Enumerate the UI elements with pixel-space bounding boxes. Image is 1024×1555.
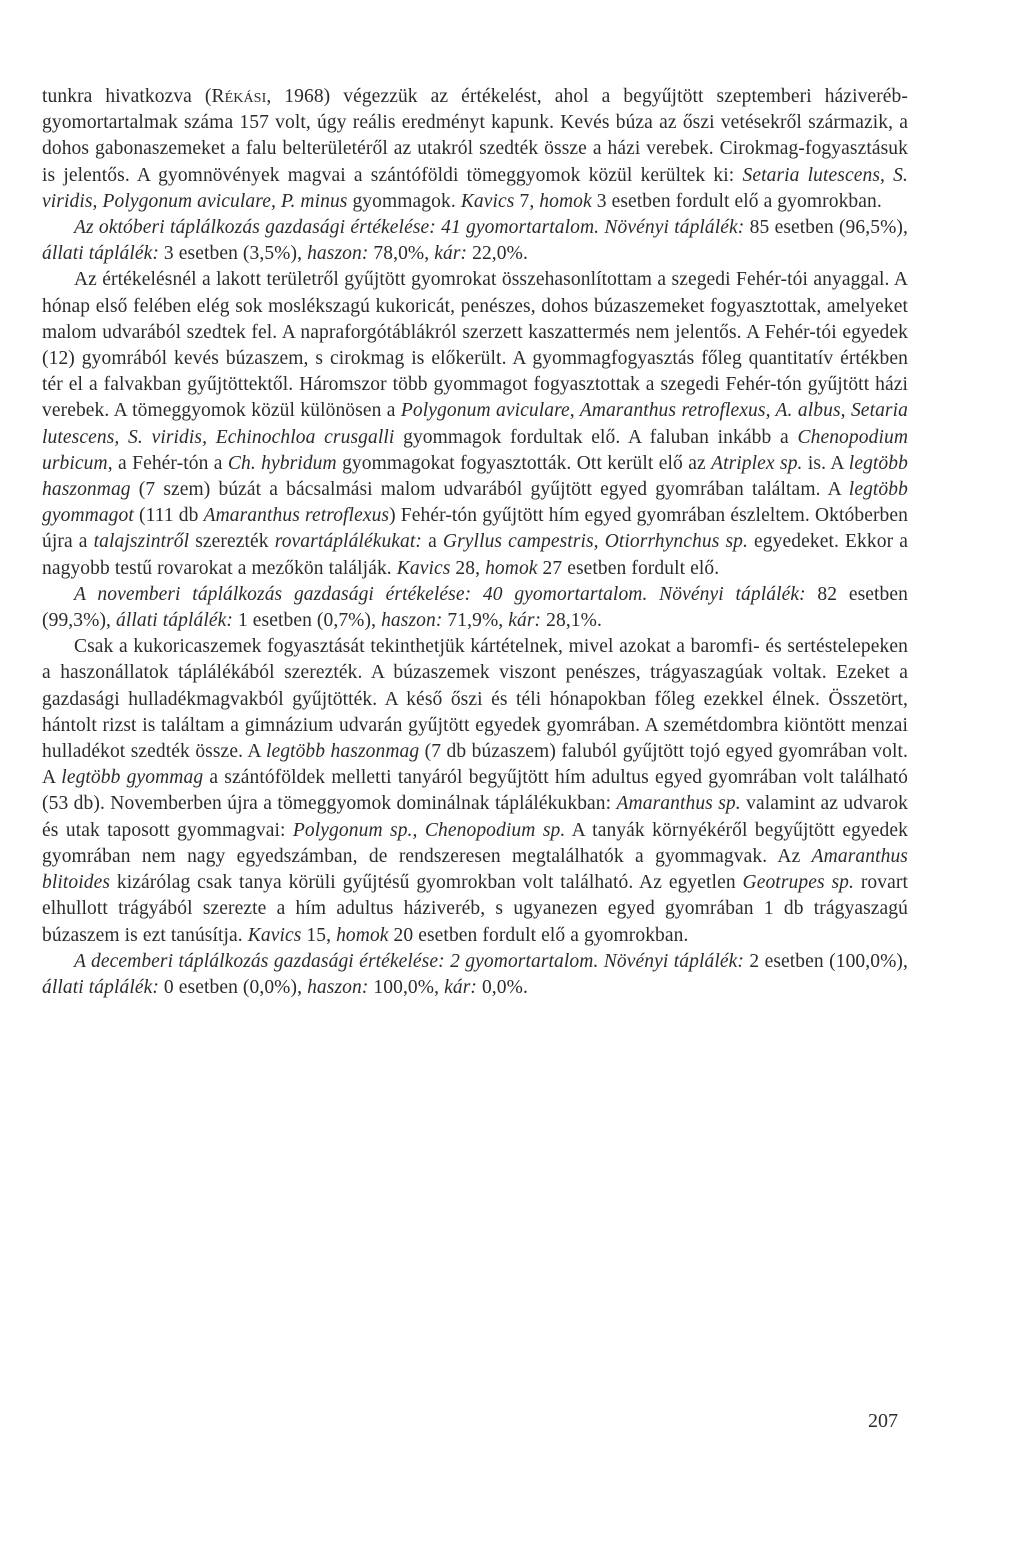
text-run: 71,9%, — [442, 610, 509, 632]
text-run: , a Fehér-tón a — [107, 452, 228, 474]
italic-run: Ch. hybridum — [227, 452, 337, 474]
page-number: 207 — [868, 1410, 898, 1432]
italic-run: Kavics — [396, 557, 451, 579]
text-run: 85 esetben (96,5%), — [744, 217, 908, 239]
text-run: (111 db — [133, 505, 204, 527]
text-run: 28, — [450, 557, 486, 579]
italic-run: homok — [539, 190, 592, 212]
text-run: gyommagok fordultak elő. A faluban inkább a — [394, 426, 798, 448]
italic-run: Chenopodium urbicum — [42, 426, 909, 474]
italic-run: Az októberi táplálkozás gazdasági értékelése: 41 gyomortartalom. Növényi táplálék: — [74, 217, 745, 239]
text-run: a szántóföldek melletti tanyáról begyűjtött hím adultus egyed gyomrában volt található (53 db). Novemberben újra a tömeggyomok dominálnak táplálékukban: — [42, 767, 908, 815]
italic-run: Amaranthus blitoides — [42, 845, 908, 894]
italic-run: Setaria lutescens, S. viridis, Polygonum aviculare, P. minus — [42, 164, 908, 212]
text-run: (7 db búzaszem) faluból gyűjtött tojó egyed gyomrában volt. A — [42, 741, 908, 789]
text-run: 22,0%. — [467, 243, 528, 265]
italic-run: haszon: — [307, 243, 369, 265]
text-run: is. A — [802, 452, 849, 474]
italic-run: állati táplálék: — [116, 610, 233, 632]
italic-run: legtöbb gyommag — [61, 767, 204, 789]
text-run: szerezték — [189, 531, 275, 553]
italic-run: Polygonum sp., Chenopodium sp. — [292, 819, 566, 841]
text-run: 28,1%. — [541, 610, 602, 632]
italic-run: Geotrupes sp. — [742, 872, 854, 894]
text-run: 2 esetben (100,0%), — [743, 950, 909, 972]
text-run: 3 esetben fordult elő a gyomrokban. — [591, 190, 882, 212]
text-run: 15, — [301, 924, 337, 946]
text-run: 3 esetben (3,5%), — [158, 243, 308, 265]
italic-run: Amaranthus sp. — [616, 793, 741, 815]
text-run: valamint az udvarok és utak taposott gyommagvai: — [42, 793, 908, 841]
text-run: rovart elhullott trágyából szerezte a hím adultus háziveréb, s ugyanezen egyed gyomrában 1 db trágyaszagú búzaszem is ezt tanúsítja. — [42, 872, 908, 946]
small-caps-run: Rékási — [211, 86, 267, 107]
text-run: 78,0%, — [368, 243, 435, 265]
italic-run: kár: — [434, 243, 468, 265]
italic-run: Kavics — [460, 190, 515, 212]
italic-run: Polygonum aviculare, Amaranthus retroflexus, A. albus, Setaria lutescens, S. viridis, Echinochloa crusgalli — [42, 400, 908, 448]
text-run: 7, — [514, 190, 540, 212]
text-run: 0,0%. — [476, 976, 528, 998]
paragraph — [42, 215, 908, 267]
text-run: A tanyák környékéről begyűjtött egyedek gyomrában nem nagy egyedszámban, de rendszeresen megtalálhatók a gyommagvak. Az — [42, 819, 909, 867]
italic-run: A decemberi táplálkozás gazdasági értékelése: 2 gyomortartalom. Növényi táplálék: — [74, 950, 744, 972]
paragraph — [42, 949, 908, 1001]
text-run: 20 esetben fordult elő a gyomrokban. — [388, 924, 689, 946]
text-run: kizárólag csak tanya körüli gyűjtésű gyomrokban volt található. Az egyetlen — [110, 872, 743, 894]
text-run: 100,0%, — [368, 976, 445, 998]
italic-run: homok — [485, 557, 538, 579]
text-run: a — [422, 531, 443, 553]
text-run: gyommagokat fogyasztották. Ott került elő az — [336, 452, 712, 474]
text-run: 27 esetben fordult elő. — [537, 557, 720, 579]
text-run: Csak a kukoricaszemek fogyasztását tekinthetjük kártételnek, mivel azokat a baromfi- és sertéstelepeken a haszonállatok táplálékából szerezték. A búzaszemek viszont penészes, trágyaszagúak voltak. Ezeket a gazdasági hulladékmagvakból gyűjtötték. A késő őszi és téli hónapokban főleg ezekkel élnek. Összetört, hántolt rizst is találtam a gimnázium udvarán gyűjtött egyedek gyomrában. A szemétdombra kiöntött menzai hulladékot szedték össze. A — [42, 636, 908, 763]
text-run: 1 esetben (0,7%), — [232, 610, 382, 632]
italic-run: talajszintről — [93, 531, 190, 553]
italic-run: legtöbb haszonmag — [42, 452, 908, 501]
italic-run: állati táplálék: — [42, 976, 159, 998]
italic-run: legtöbb haszonmag — [265, 741, 420, 763]
italic-run: Amaranthus retroflexus — [203, 505, 390, 527]
paragraph — [42, 634, 908, 948]
text-run: 82 esetben (99,3%), — [42, 583, 908, 632]
italic-run: haszon: — [381, 610, 443, 632]
text-run: egyedeket. Ekkor a nagyobb testű rovarokat a mezőkön találják. — [42, 531, 908, 579]
italic-run: Gryllus campestris, Otiorrhynchus sp. — [442, 531, 748, 553]
italic-run: homok — [336, 924, 389, 946]
italic-run: kár: — [508, 610, 542, 632]
text-run: tunkra hivatkozva ( — [42, 86, 212, 107]
text-run: gyommagok. — [347, 190, 461, 212]
italic-run: Atriplex sp. — [711, 452, 803, 474]
italic-run: állati táplálék: — [42, 243, 159, 265]
italic-run: haszon: — [307, 976, 369, 998]
text-run: , 1968) végezzük az értékelést, ahol a begyűjtött szeptemberi háziveréb-gyomortartalmak száma 157 volt, úgy reális eredményt kapunk. Kevés búza az őszi vetésekről származik, a dohos gabonaszemeket a falu belterületéről az utakról szedték össze a házi verebek. Cirokmag-fogyasztásuk is jelentős. A gyomnövények magvai a szántóföldi tömeggyomok közül kerültek ki: — [42, 86, 908, 186]
italic-run: Kavics — [247, 924, 302, 946]
italic-run: legtöbb gyommagot — [42, 479, 908, 527]
italic-run: kár: — [444, 976, 477, 998]
text-run: (7 szem) búzát a bácsalmási malom udvarából gyűjtött egyed gyomrában találtam. A — [130, 479, 849, 501]
italic-run: A novemberi táplálkozás gazdasági értékelése: 40 gyomortartalom. Növényi táplálék: — [74, 583, 806, 605]
italic-run: rovartáplálékukat: — [274, 531, 423, 553]
paragraph — [42, 84, 908, 215]
paragraph — [42, 582, 908, 634]
text-run: ) Fehér-tón gyűjtött hím egyed gyomrában észleltem. Októberben újra a — [42, 505, 908, 553]
paragraph — [42, 267, 908, 581]
page-body — [42, 84, 908, 1001]
text-run: Az értékelésnél a lakott területről gyűjtött gyomrokat összehasonlítottam a szegedi Fehér-tói anyaggal. A hónap első felében elég sok moslékszagú kukoricát, penészes, dohos búzaszemeket fogyasztottak, amelyeket malom udvarából szedtek fel. A napraforgótáblákról szerzett kaszattermés nem jelentős. A Fehér-tói egyedek (12) gyomrából kevés búzaszem, s cirokmag is előkerült. A gyommagfogyasztás főleg quantitatív értékben tér el a falvakban gyűjtöttektől. Háromszor több gyommagot fogyasztottak a szegedi Fehér-tón gyűjtött házi verebek. A tömeggyomok közül különösen a — [42, 269, 908, 422]
text-run: 0 esetben (0,0%), — [158, 976, 308, 998]
